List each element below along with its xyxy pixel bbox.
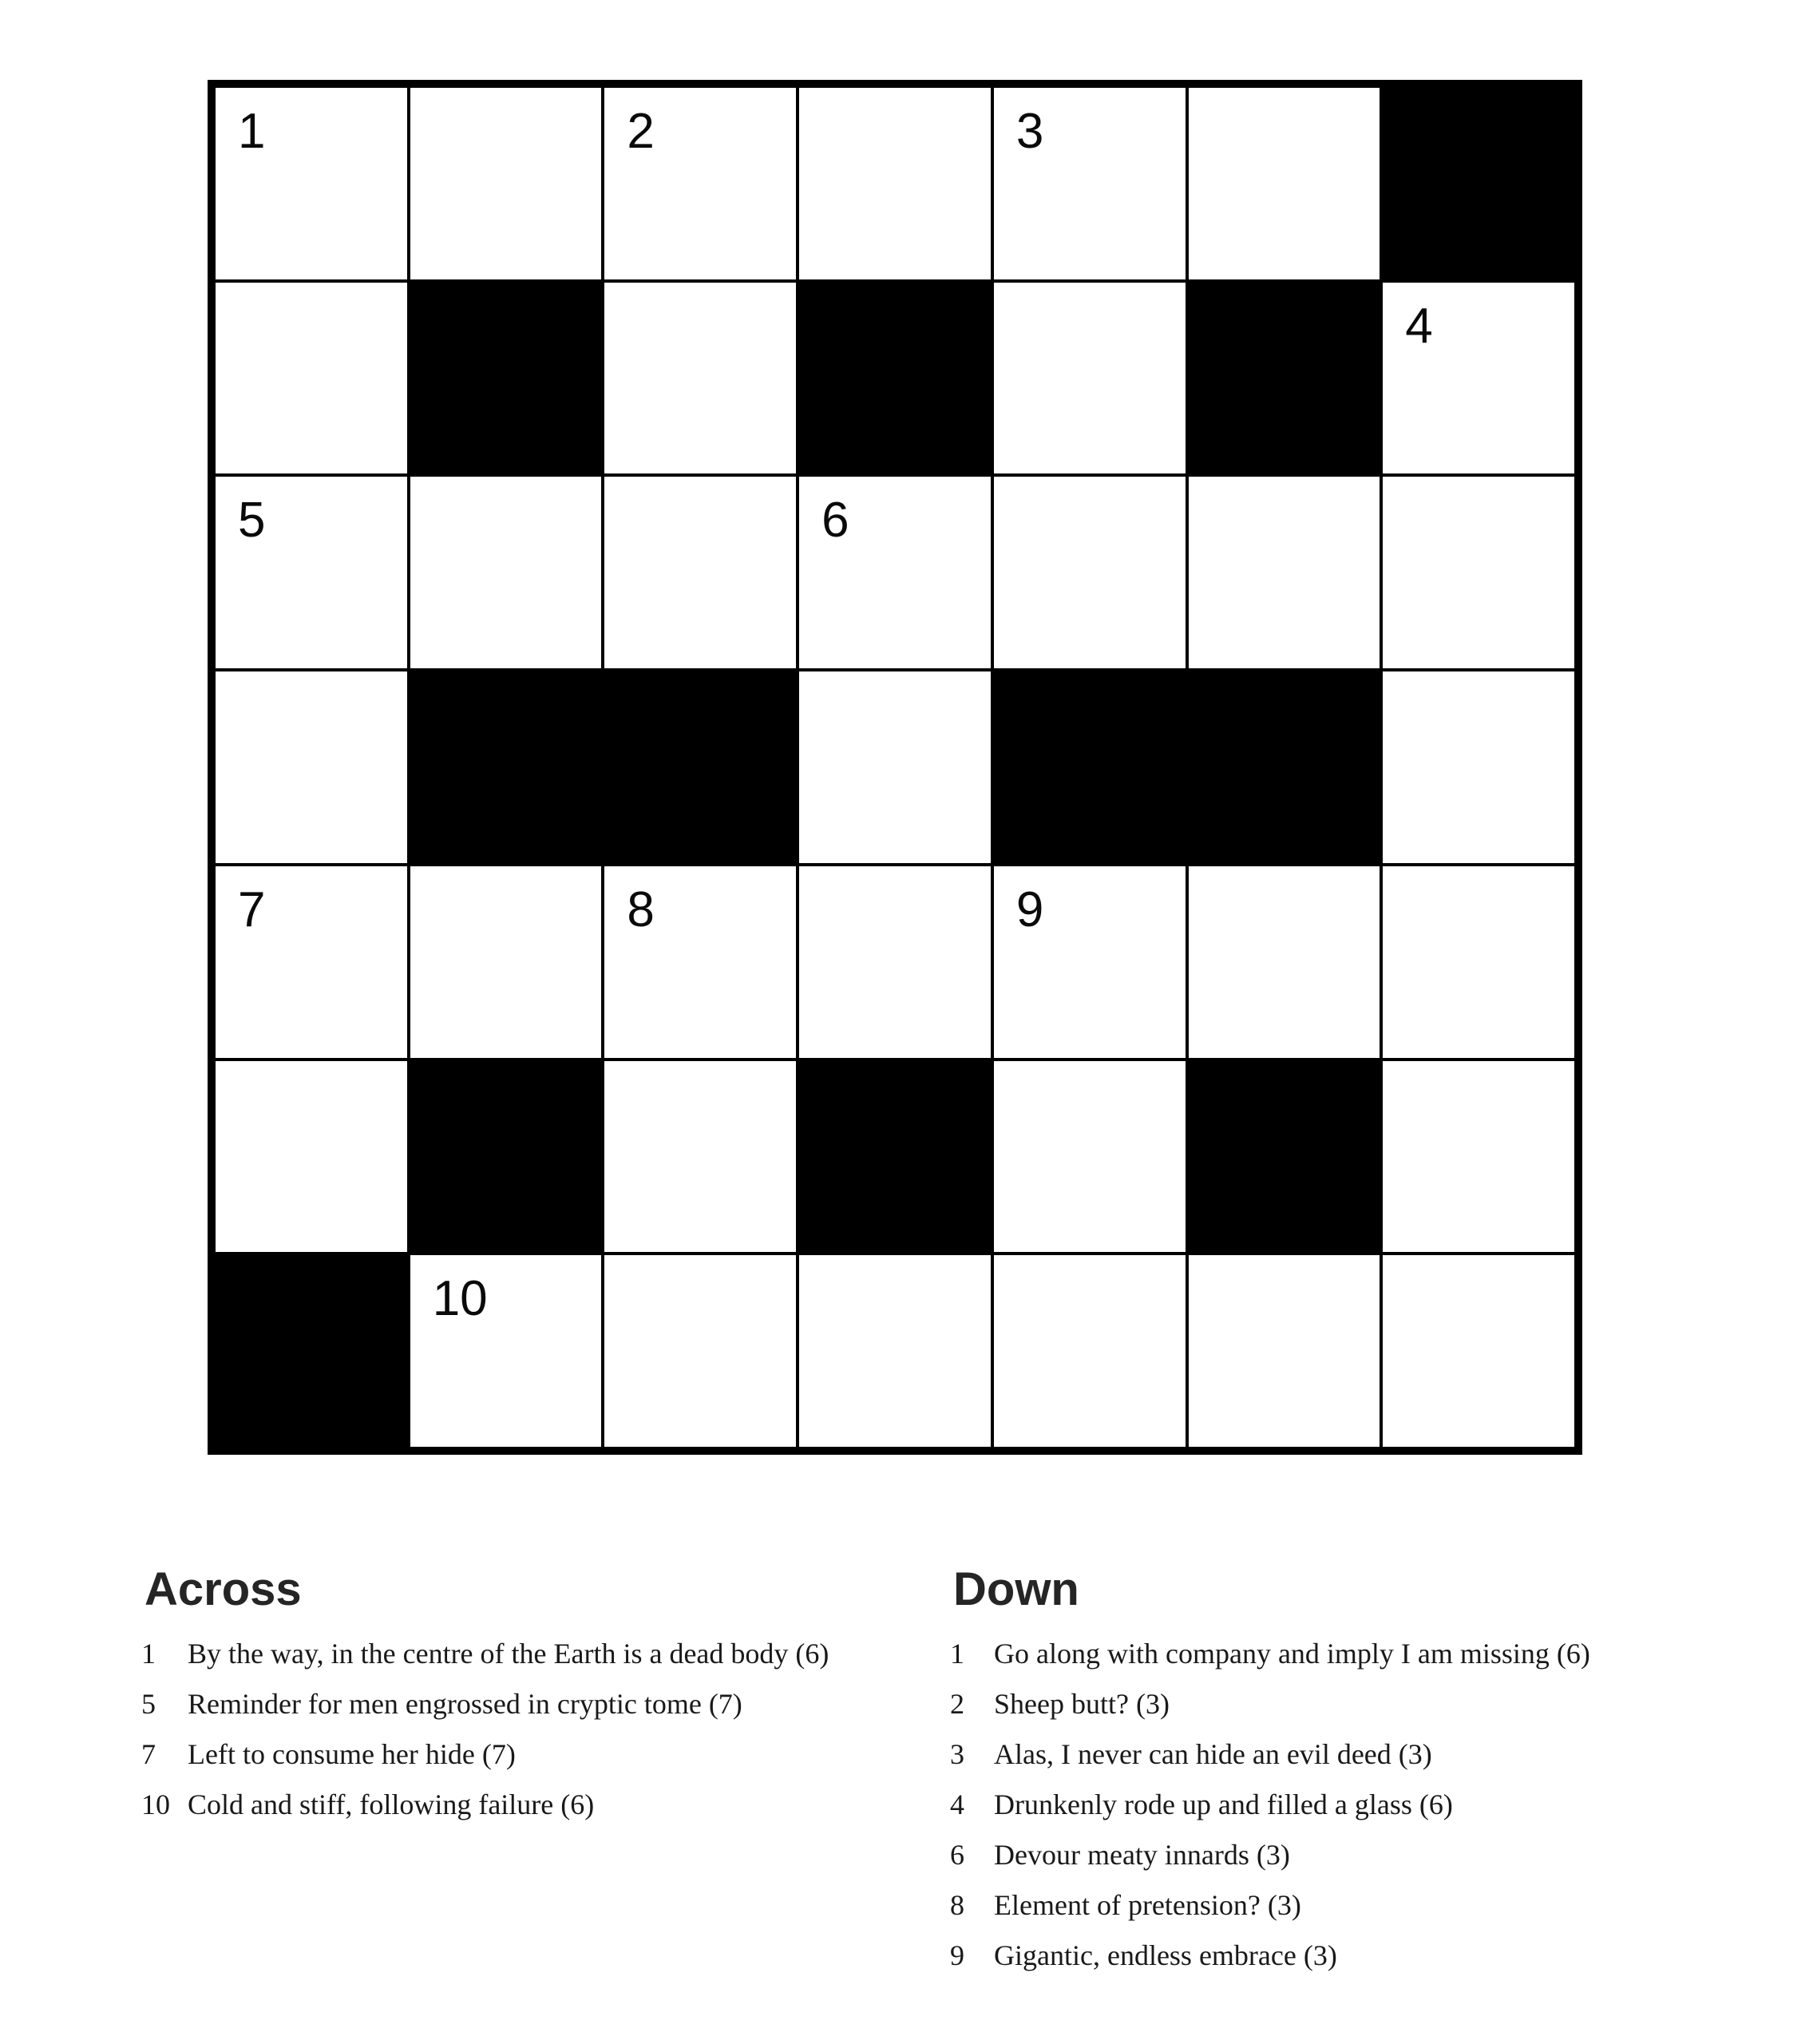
clue-number: 4: [950, 1788, 964, 1820]
clue-text: By the way, in the centre of the Earth is a dead body (6): [188, 1638, 829, 1670]
clue-row: [141, 1679, 948, 1729]
grid-cell-r3c4[interactable]: [798, 475, 992, 670]
clue-number: 10: [141, 1788, 170, 1820]
black-cell-r2c4: [798, 281, 992, 476]
clue-text: Cold and stiff, following failure (6): [188, 1788, 595, 1820]
cell-number: 6: [821, 493, 849, 549]
grid-cell-r1c3[interactable]: [603, 86, 798, 281]
clue-text: Go along with company and imply I am missing (6): [994, 1638, 1590, 1670]
clue-row: [950, 1931, 1817, 1981]
grid-cell-r7c7[interactable]: [1381, 1254, 1576, 1448]
clue-number: 6: [950, 1839, 964, 1871]
grid-cell-r7c5[interactable]: [992, 1254, 1187, 1448]
black-cell-r2c2: [409, 281, 604, 476]
cell-number: 9: [1015, 881, 1044, 937]
clue-text: Drunkenly rode up and filled a glass (6): [994, 1788, 1453, 1820]
black-cell-r4c5: [992, 670, 1187, 865]
down-heading: Down: [953, 1563, 1079, 1615]
black-cell-r4c2: [409, 670, 604, 865]
clue-text: Devour meaty innards (3): [994, 1839, 1290, 1871]
clue-row: [950, 1629, 1817, 1679]
grid-cell-r1c1[interactable]: [214, 86, 409, 281]
crossword-grid: [208, 80, 1582, 1455]
clue-number: 1: [141, 1638, 156, 1670]
clue-number: 3: [950, 1738, 964, 1770]
clue-row: [141, 1629, 948, 1679]
cell-number: 4: [1405, 298, 1433, 354]
black-cell-r4c6: [1187, 670, 1382, 865]
grid-cell-r4c1[interactable]: [214, 670, 409, 865]
cell-number: 10: [432, 1271, 488, 1327]
clue-row: [141, 1780, 948, 1830]
grid-cell-r2c1[interactable]: [214, 281, 409, 476]
cell-number: 7: [238, 881, 266, 937]
grid-cell-r7c3[interactable]: [603, 1254, 798, 1448]
grid-cell-r5c6[interactable]: [1187, 865, 1382, 1060]
grid-cell-r2c5[interactable]: [992, 281, 1187, 476]
grid-cell-r3c7[interactable]: [1381, 475, 1576, 670]
black-cell-r4c3: [603, 670, 798, 865]
grid-cell-r4c7[interactable]: [1381, 670, 1576, 865]
clue-text: Alas, I never can hide an evil deed (3): [994, 1738, 1432, 1770]
cell-number: 8: [627, 881, 655, 937]
black-cell-r6c2: [409, 1060, 604, 1254]
grid-cell-r4c4[interactable]: [798, 670, 992, 865]
clue-text: Sheep butt? (3): [994, 1688, 1170, 1720]
clue-number: 8: [950, 1889, 964, 1921]
black-cell-r1c7: [1381, 86, 1576, 281]
across-clue-list: [141, 1629, 948, 1830]
grid-cell-r7c2[interactable]: [409, 1254, 604, 1448]
grid-cell-r5c2[interactable]: [409, 865, 604, 1060]
grid-cell-r5c1[interactable]: [214, 865, 409, 1060]
grid-cell-r3c6[interactable]: [1187, 475, 1382, 670]
clue-number: 7: [141, 1738, 156, 1770]
grid-cell-r7c4[interactable]: [798, 1254, 992, 1448]
grid-cell-r3c3[interactable]: [603, 475, 798, 670]
grid-cell-r1c2[interactable]: [409, 86, 604, 281]
grid-cell-r3c1[interactable]: [214, 475, 409, 670]
black-cell-r2c6: [1187, 281, 1382, 476]
clue-row: [950, 1830, 1817, 1880]
clue-number: 5: [141, 1688, 156, 1720]
across-heading: Across: [144, 1563, 302, 1615]
grid-cell-r2c7[interactable]: [1381, 281, 1576, 476]
down-section: [950, 1563, 1817, 1981]
clue-text: Element of pretension? (3): [994, 1889, 1301, 1921]
grid-cell-r2c3[interactable]: [603, 281, 798, 476]
across-section: [141, 1563, 948, 1830]
clue-number: 1: [950, 1638, 964, 1670]
clue-text: Left to consume her hide (7): [188, 1738, 516, 1770]
clue-text: Reminder for men engrossed in cryptic tome (7): [188, 1688, 742, 1720]
clue-row: [950, 1780, 1817, 1830]
grid-cell-r6c7[interactable]: [1381, 1060, 1576, 1254]
clue-number: 9: [950, 1939, 964, 1971]
grid-cell-r5c4[interactable]: [798, 865, 992, 1060]
grid-cell-r3c5[interactable]: [992, 475, 1187, 670]
grid-cell-r5c3[interactable]: [603, 865, 798, 1060]
clue-row: [950, 1880, 1817, 1931]
clue-number: 2: [950, 1688, 964, 1720]
grid-cell-r7c6[interactable]: [1187, 1254, 1382, 1448]
grid-cell-r1c6[interactable]: [1187, 86, 1382, 281]
cell-number: 3: [1015, 104, 1044, 159]
black-cell-r6c6: [1187, 1060, 1382, 1254]
grid-cell-r1c5[interactable]: [992, 86, 1187, 281]
grid-cell-r6c3[interactable]: [603, 1060, 798, 1254]
grid-cell-r5c5[interactable]: [992, 865, 1187, 1060]
grid-cell-r3c2[interactable]: [409, 475, 604, 670]
grid-cell-r6c1[interactable]: [214, 1060, 409, 1254]
down-clue-list: [950, 1629, 1817, 1981]
black-cell-r7c1: [214, 1254, 409, 1448]
grid-cell-r1c4[interactable]: [798, 86, 992, 281]
clue-row: [141, 1729, 948, 1780]
cell-number: 5: [238, 493, 266, 549]
black-cell-r6c4: [798, 1060, 992, 1254]
grid-cell-r5c7[interactable]: [1381, 865, 1576, 1060]
grid-cell-r6c5[interactable]: [992, 1060, 1187, 1254]
cell-number: 1: [238, 104, 266, 159]
clue-text: Gigantic, endless embrace (3): [994, 1939, 1337, 1971]
cell-number: 2: [627, 104, 655, 159]
clue-row: [950, 1679, 1817, 1729]
clue-row: [950, 1729, 1817, 1780]
